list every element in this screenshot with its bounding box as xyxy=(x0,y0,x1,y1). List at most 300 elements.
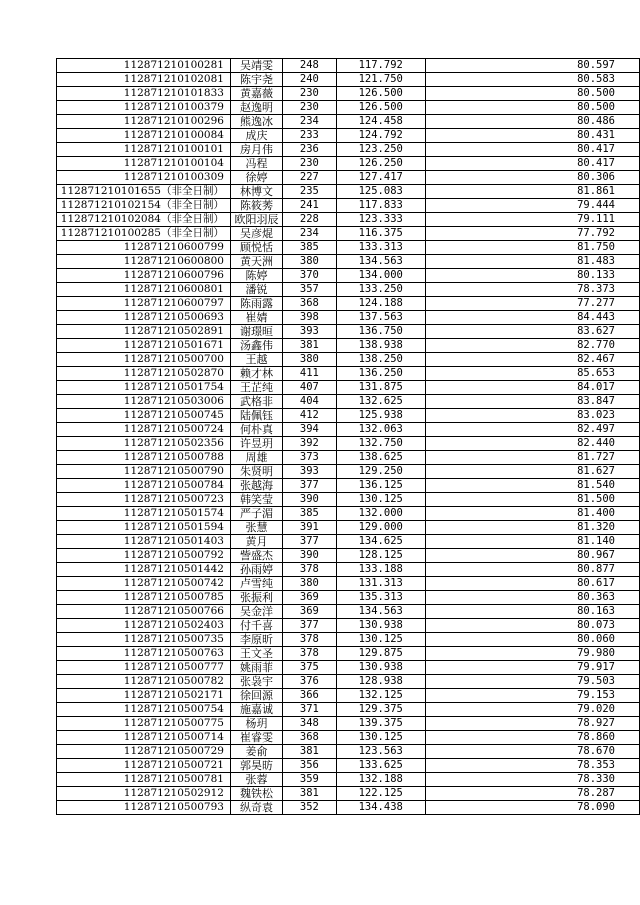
candidate-name-cell: 朱贤明 xyxy=(230,465,282,479)
candidate-name-cell: 李原昕 xyxy=(230,633,282,647)
table-row xyxy=(57,563,640,577)
total-score-cell: 80.363 xyxy=(425,591,639,605)
score-1-cell: 380 xyxy=(282,353,336,367)
candidate-id-cell: 112871210500782 xyxy=(57,675,231,689)
candidate-name-cell: 崔婧 xyxy=(230,311,282,325)
candidate-name-cell: 张袅宇 xyxy=(230,675,282,689)
score-2-cell: 133.625 xyxy=(336,759,425,773)
total-score-cell: 83.627 xyxy=(425,325,639,339)
score-2-cell: 136.750 xyxy=(336,325,425,339)
candidate-id-cell: 112871210500745 xyxy=(57,409,231,423)
table-row xyxy=(57,619,640,633)
candidate-id-cell: 112871210101655（非全日制） xyxy=(57,185,231,199)
score-2-cell: 123.563 xyxy=(336,745,425,759)
table-row xyxy=(57,241,640,255)
score-2-cell: 130.938 xyxy=(336,661,425,675)
candidate-id-cell: 112871210500729 xyxy=(57,745,231,759)
total-score-cell: 81.750 xyxy=(425,241,639,255)
candidate-id-cell: 112871210503006 xyxy=(57,395,231,409)
total-score-cell: 80.877 xyxy=(425,563,639,577)
total-score-cell: 79.444 xyxy=(425,199,639,213)
candidate-id-cell: 112871210502403 xyxy=(57,619,231,633)
score-1-cell: 234 xyxy=(282,115,336,129)
candidate-id-cell: 112871210500763 xyxy=(57,647,231,661)
candidate-name-cell: 黄月 xyxy=(230,535,282,549)
candidate-name-cell: 杨玥 xyxy=(230,717,282,731)
candidate-id-cell: 112871210500781 xyxy=(57,773,231,787)
score-2-cell: 136.250 xyxy=(336,367,425,381)
candidate-id-cell: 112871210502356 xyxy=(57,437,231,451)
total-score-cell: 81.540 xyxy=(425,479,639,493)
total-score-cell: 78.090 xyxy=(425,801,639,815)
table-row xyxy=(57,73,640,87)
score-1-cell: 233 xyxy=(282,129,336,143)
table-row xyxy=(57,101,640,115)
candidate-id-cell: 112871210100101 xyxy=(57,143,231,157)
total-score-cell: 80.967 xyxy=(425,549,639,563)
candidate-name-cell: 严子湄 xyxy=(230,507,282,521)
candidate-id-cell: 112871210501442 xyxy=(57,563,231,577)
candidate-id-cell: 112871210500714 xyxy=(57,731,231,745)
score-1-cell: 378 xyxy=(282,633,336,647)
score-1-cell: 380 xyxy=(282,577,336,591)
score-2-cell: 124.188 xyxy=(336,297,425,311)
candidate-id-cell: 112871210500735 xyxy=(57,633,231,647)
score-2-cell: 133.250 xyxy=(336,283,425,297)
candidate-name-cell: 纵奇袁 xyxy=(230,801,282,815)
score-1-cell: 368 xyxy=(282,731,336,745)
candidate-name-cell: 王文圣 xyxy=(230,647,282,661)
score-1-cell: 248 xyxy=(282,59,336,73)
score-2-cell: 116.375 xyxy=(336,227,425,241)
score-2-cell: 117.833 xyxy=(336,199,425,213)
score-2-cell: 133.188 xyxy=(336,563,425,577)
score-1-cell: 380 xyxy=(282,255,336,269)
total-score-cell: 84.443 xyxy=(425,311,639,325)
score-2-cell: 130.125 xyxy=(336,731,425,745)
candidate-name-cell: 付千喜 xyxy=(230,619,282,633)
score-1-cell: 392 xyxy=(282,437,336,451)
score-1-cell: 230 xyxy=(282,87,336,101)
score-2-cell: 139.375 xyxy=(336,717,425,731)
score-1-cell: 359 xyxy=(282,773,336,787)
score-2-cell: 138.938 xyxy=(336,339,425,353)
candidate-name-cell: 郭昊昉 xyxy=(230,759,282,773)
candidate-name-cell: 王芷纯 xyxy=(230,381,282,395)
score-2-cell: 129.875 xyxy=(336,647,425,661)
table-row xyxy=(57,213,640,227)
score-1-cell: 385 xyxy=(282,507,336,521)
candidate-id-cell: 112871210501594 xyxy=(57,521,231,535)
candidate-name-cell: 黄嘉薇 xyxy=(230,87,282,101)
score-2-cell: 138.250 xyxy=(336,353,425,367)
score-2-cell: 121.750 xyxy=(336,73,425,87)
candidate-id-cell: 112871210600800 xyxy=(57,255,231,269)
score-1-cell: 227 xyxy=(282,171,336,185)
candidate-name-cell: 武格非 xyxy=(230,395,282,409)
candidate-id-cell: 112871210501671 xyxy=(57,339,231,353)
table-row xyxy=(57,465,640,479)
candidate-name-cell: 施嘉诚 xyxy=(230,703,282,717)
score-1-cell: 381 xyxy=(282,745,336,759)
score-2-cell: 131.313 xyxy=(336,577,425,591)
total-score-cell: 81.483 xyxy=(425,255,639,269)
total-score-cell: 85.653 xyxy=(425,367,639,381)
score-2-cell: 132.125 xyxy=(336,689,425,703)
score-2-cell: 128.125 xyxy=(336,549,425,563)
table-row xyxy=(57,227,640,241)
table-row xyxy=(57,689,640,703)
candidate-id-cell: 112871210501754 xyxy=(57,381,231,395)
score-1-cell: 378 xyxy=(282,647,336,661)
score-2-cell: 126.500 xyxy=(336,101,425,115)
candidate-id-cell: 112871210500724 xyxy=(57,423,231,437)
score-2-cell: 134.563 xyxy=(336,255,425,269)
total-score-cell: 81.500 xyxy=(425,493,639,507)
total-score-cell: 80.431 xyxy=(425,129,639,143)
table-row xyxy=(57,535,640,549)
table-row xyxy=(57,171,640,185)
score-2-cell: 132.063 xyxy=(336,423,425,437)
candidate-id-cell: 112871210500784 xyxy=(57,479,231,493)
score-2-cell: 127.417 xyxy=(336,171,425,185)
table-row xyxy=(57,717,640,731)
candidate-name-cell: 林博文 xyxy=(230,185,282,199)
score-2-cell: 132.000 xyxy=(336,507,425,521)
score-1-cell: 393 xyxy=(282,325,336,339)
candidate-name-cell: 周雄 xyxy=(230,451,282,465)
score-2-cell: 134.563 xyxy=(336,605,425,619)
score-1-cell: 371 xyxy=(282,703,336,717)
candidate-name-cell: 訾盛杰 xyxy=(230,549,282,563)
table-row xyxy=(57,339,640,353)
table-row xyxy=(57,451,640,465)
candidate-name-cell: 姜俞 xyxy=(230,745,282,759)
table-row xyxy=(57,87,640,101)
total-score-cell: 81.320 xyxy=(425,521,639,535)
candidate-name-cell: 熊逸冰 xyxy=(230,115,282,129)
table-row xyxy=(57,129,640,143)
score-1-cell: 391 xyxy=(282,521,336,535)
table-row xyxy=(57,661,640,675)
score-1-cell: 412 xyxy=(282,409,336,423)
total-score-cell: 77.792 xyxy=(425,227,639,241)
candidate-name-cell: 张蓉 xyxy=(230,773,282,787)
score-2-cell: 133.313 xyxy=(336,241,425,255)
candidate-id-cell: 112871210500792 xyxy=(57,549,231,563)
score-2-cell: 137.563 xyxy=(336,311,425,325)
score-2-cell: 134.438 xyxy=(336,801,425,815)
score-1-cell: 377 xyxy=(282,479,336,493)
score-2-cell: 135.313 xyxy=(336,591,425,605)
score-1-cell: 381 xyxy=(282,787,336,801)
table-row xyxy=(57,773,640,787)
total-score-cell: 80.306 xyxy=(425,171,639,185)
candidate-name-cell: 孙雨婷 xyxy=(230,563,282,577)
candidate-id-cell: 112871210102084（非全日制） xyxy=(57,213,231,227)
score-1-cell: 235 xyxy=(282,185,336,199)
candidate-name-cell: 吴彦焜 xyxy=(230,227,282,241)
total-score-cell: 80.597 xyxy=(425,59,639,73)
table-row xyxy=(57,395,640,409)
candidate-name-cell: 崔睿雯 xyxy=(230,731,282,745)
candidate-id-cell: 112871210600797 xyxy=(57,297,231,311)
score-1-cell: 376 xyxy=(282,675,336,689)
score-1-cell: 366 xyxy=(282,689,336,703)
table-row xyxy=(57,283,640,297)
table-row xyxy=(57,367,640,381)
candidate-id-cell: 112871210600796 xyxy=(57,269,231,283)
table-row xyxy=(57,787,640,801)
score-2-cell: 129.375 xyxy=(336,703,425,717)
total-score-cell: 78.860 xyxy=(425,731,639,745)
score-1-cell: 390 xyxy=(282,549,336,563)
candidate-id-cell: 112871210100084 xyxy=(57,129,231,143)
score-1-cell: 394 xyxy=(282,423,336,437)
candidate-id-cell: 112871210600801 xyxy=(57,283,231,297)
total-score-cell: 80.486 xyxy=(425,115,639,129)
score-1-cell: 236 xyxy=(282,143,336,157)
table-row xyxy=(57,731,640,745)
score-1-cell: 230 xyxy=(282,157,336,171)
score-1-cell: 234 xyxy=(282,227,336,241)
table-row xyxy=(57,703,640,717)
table-row xyxy=(57,353,640,367)
total-score-cell: 82.770 xyxy=(425,339,639,353)
score-2-cell: 134.625 xyxy=(336,535,425,549)
candidate-name-cell: 陈婷 xyxy=(230,269,282,283)
candidate-id-cell: 112871210101833 xyxy=(57,87,231,101)
candidate-name-cell: 谢璟晅 xyxy=(230,325,282,339)
table-row xyxy=(57,801,640,815)
table-row xyxy=(57,199,640,213)
score-2-cell: 129.250 xyxy=(336,465,425,479)
candidate-id-cell: 112871210100296 xyxy=(57,115,231,129)
total-score-cell: 79.111 xyxy=(425,213,639,227)
candidate-name-cell: 张振利 xyxy=(230,591,282,605)
score-1-cell: 369 xyxy=(282,591,336,605)
score-1-cell: 404 xyxy=(282,395,336,409)
table-row xyxy=(57,311,640,325)
candidate-id-cell: 112871210502912 xyxy=(57,787,231,801)
score-2-cell: 131.875 xyxy=(336,381,425,395)
table-row xyxy=(57,437,640,451)
candidate-id-cell: 112871210500790 xyxy=(57,465,231,479)
score-2-cell: 126.500 xyxy=(336,87,425,101)
score-2-cell: 125.083 xyxy=(336,185,425,199)
total-score-cell: 80.417 xyxy=(425,157,639,171)
candidate-name-cell: 欧阳羽辰 xyxy=(230,213,282,227)
candidate-id-cell: 112871210500721 xyxy=(57,759,231,773)
candidate-id-cell: 112871210502870 xyxy=(57,367,231,381)
table-row xyxy=(57,493,640,507)
score-2-cell: 123.333 xyxy=(336,213,425,227)
score-2-cell: 130.938 xyxy=(336,619,425,633)
score-2-cell: 124.458 xyxy=(336,115,425,129)
candidate-name-cell: 陈筱莠 xyxy=(230,199,282,213)
score-1-cell: 357 xyxy=(282,283,336,297)
candidate-id-cell: 112871210100379 xyxy=(57,101,231,115)
score-1-cell: 411 xyxy=(282,367,336,381)
candidate-id-cell: 112871210500693 xyxy=(57,311,231,325)
candidate-id-cell: 112871210102081 xyxy=(57,73,231,87)
total-score-cell: 80.417 xyxy=(425,143,639,157)
candidate-id-cell: 112871210500793 xyxy=(57,801,231,815)
table-row xyxy=(57,591,640,605)
total-score-cell: 78.373 xyxy=(425,283,639,297)
candidate-name-cell: 吴金洋 xyxy=(230,605,282,619)
table-row xyxy=(57,255,640,269)
score-2-cell: 136.125 xyxy=(336,479,425,493)
score-2-cell: 132.188 xyxy=(336,773,425,787)
score-1-cell: 375 xyxy=(282,661,336,675)
score-2-cell: 134.000 xyxy=(336,269,425,283)
score-1-cell: 369 xyxy=(282,605,336,619)
score-2-cell: 130.125 xyxy=(336,493,425,507)
score-2-cell: 132.750 xyxy=(336,437,425,451)
candidate-name-cell: 徐回源 xyxy=(230,689,282,703)
candidate-name-cell: 姚雨菲 xyxy=(230,661,282,675)
candidate-name-cell: 赖才林 xyxy=(230,367,282,381)
candidate-id-cell: 112871210500785 xyxy=(57,591,231,605)
score-1-cell: 377 xyxy=(282,535,336,549)
candidate-name-cell: 冯程 xyxy=(230,157,282,171)
table-row xyxy=(57,633,640,647)
candidate-id-cell: 112871210501574 xyxy=(57,507,231,521)
score-1-cell: 398 xyxy=(282,311,336,325)
table-row xyxy=(57,325,640,339)
score-1-cell: 240 xyxy=(282,73,336,87)
total-score-cell: 80.060 xyxy=(425,633,639,647)
total-score-cell: 81.861 xyxy=(425,185,639,199)
candidate-id-cell: 112871210501403 xyxy=(57,535,231,549)
candidate-id-cell: 112871210500700 xyxy=(57,353,231,367)
candidate-id-cell: 112871210502171 xyxy=(57,689,231,703)
total-score-cell: 80.163 xyxy=(425,605,639,619)
score-1-cell: 373 xyxy=(282,451,336,465)
total-score-cell: 83.847 xyxy=(425,395,639,409)
score-1-cell: 370 xyxy=(282,269,336,283)
candidate-name-cell: 陆佩钰 xyxy=(230,409,282,423)
candidate-id-cell: 112871210100281 xyxy=(57,59,231,73)
candidate-name-cell: 许昱玥 xyxy=(230,437,282,451)
total-score-cell: 78.927 xyxy=(425,717,639,731)
total-score-cell: 82.497 xyxy=(425,423,639,437)
table-row xyxy=(57,521,640,535)
candidate-name-cell: 吴靖雯 xyxy=(230,59,282,73)
score-table xyxy=(56,58,640,815)
candidate-name-cell: 魏铁松 xyxy=(230,787,282,801)
score-2-cell: 123.250 xyxy=(336,143,425,157)
candidate-name-cell: 张慧 xyxy=(230,521,282,535)
candidate-name-cell: 张越海 xyxy=(230,479,282,493)
table-row xyxy=(57,409,640,423)
score-2-cell: 124.792 xyxy=(336,129,425,143)
score-1-cell: 390 xyxy=(282,493,336,507)
total-score-cell: 81.627 xyxy=(425,465,639,479)
total-score-cell: 80.133 xyxy=(425,269,639,283)
table-row xyxy=(57,675,640,689)
score-1-cell: 378 xyxy=(282,563,336,577)
total-score-cell: 82.467 xyxy=(425,353,639,367)
total-score-cell: 79.503 xyxy=(425,675,639,689)
candidate-name-cell: 徐婷 xyxy=(230,171,282,185)
candidate-id-cell: 112871210500766 xyxy=(57,605,231,619)
total-score-cell: 77.277 xyxy=(425,297,639,311)
score-2-cell: 117.792 xyxy=(336,59,425,73)
total-score-cell: 80.500 xyxy=(425,87,639,101)
table-row xyxy=(57,157,640,171)
candidate-name-cell: 潘锐 xyxy=(230,283,282,297)
total-score-cell: 80.617 xyxy=(425,577,639,591)
total-score-cell: 79.917 xyxy=(425,661,639,675)
table-row xyxy=(57,577,640,591)
candidate-name-cell: 陈宇尧 xyxy=(230,73,282,87)
score-2-cell: 125.938 xyxy=(336,409,425,423)
table-row xyxy=(57,759,640,773)
total-score-cell: 79.980 xyxy=(425,647,639,661)
total-score-cell: 80.500 xyxy=(425,101,639,115)
candidate-id-cell: 112871210500775 xyxy=(57,717,231,731)
total-score-cell: 81.727 xyxy=(425,451,639,465)
total-score-cell: 78.287 xyxy=(425,787,639,801)
score-1-cell: 356 xyxy=(282,759,336,773)
total-score-cell: 78.330 xyxy=(425,773,639,787)
score-2-cell: 138.625 xyxy=(336,451,425,465)
total-score-cell: 83.023 xyxy=(425,409,639,423)
total-score-cell: 81.140 xyxy=(425,535,639,549)
table-row xyxy=(57,59,640,73)
candidate-id-cell: 112871210600799 xyxy=(57,241,231,255)
candidate-name-cell: 何朴真 xyxy=(230,423,282,437)
score-2-cell: 128.938 xyxy=(336,675,425,689)
candidate-id-cell: 112871210100285（非全日制） xyxy=(57,227,231,241)
total-score-cell: 79.153 xyxy=(425,689,639,703)
score-1-cell: 228 xyxy=(282,213,336,227)
candidate-name-cell: 陈雨露 xyxy=(230,297,282,311)
candidate-id-cell: 112871210500754 xyxy=(57,703,231,717)
candidate-id-cell: 112871210102154（非全日制） xyxy=(57,199,231,213)
score-1-cell: 230 xyxy=(282,101,336,115)
candidate-id-cell: 112871210502891 xyxy=(57,325,231,339)
table-row xyxy=(57,297,640,311)
score-2-cell: 126.250 xyxy=(336,157,425,171)
score-table-body xyxy=(57,59,640,815)
table-row xyxy=(57,185,640,199)
table-row xyxy=(57,647,640,661)
score-1-cell: 393 xyxy=(282,465,336,479)
score-2-cell: 132.625 xyxy=(336,395,425,409)
total-score-cell: 82.440 xyxy=(425,437,639,451)
table-row xyxy=(57,143,640,157)
candidate-id-cell: 112871210500742 xyxy=(57,577,231,591)
score-1-cell: 352 xyxy=(282,801,336,815)
score-1-cell: 381 xyxy=(282,339,336,353)
table-row xyxy=(57,745,640,759)
table-row xyxy=(57,381,640,395)
score-1-cell: 385 xyxy=(282,241,336,255)
candidate-name-cell: 顾悦恬 xyxy=(230,241,282,255)
candidate-id-cell: 112871210500777 xyxy=(57,661,231,675)
total-score-cell: 80.073 xyxy=(425,619,639,633)
candidate-name-cell: 韩笑莹 xyxy=(230,493,282,507)
total-score-cell: 81.400 xyxy=(425,507,639,521)
score-1-cell: 407 xyxy=(282,381,336,395)
table-row xyxy=(57,423,640,437)
candidate-name-cell: 赵逸明 xyxy=(230,101,282,115)
candidate-name-cell: 房月伟 xyxy=(230,143,282,157)
candidate-name-cell: 王越 xyxy=(230,353,282,367)
